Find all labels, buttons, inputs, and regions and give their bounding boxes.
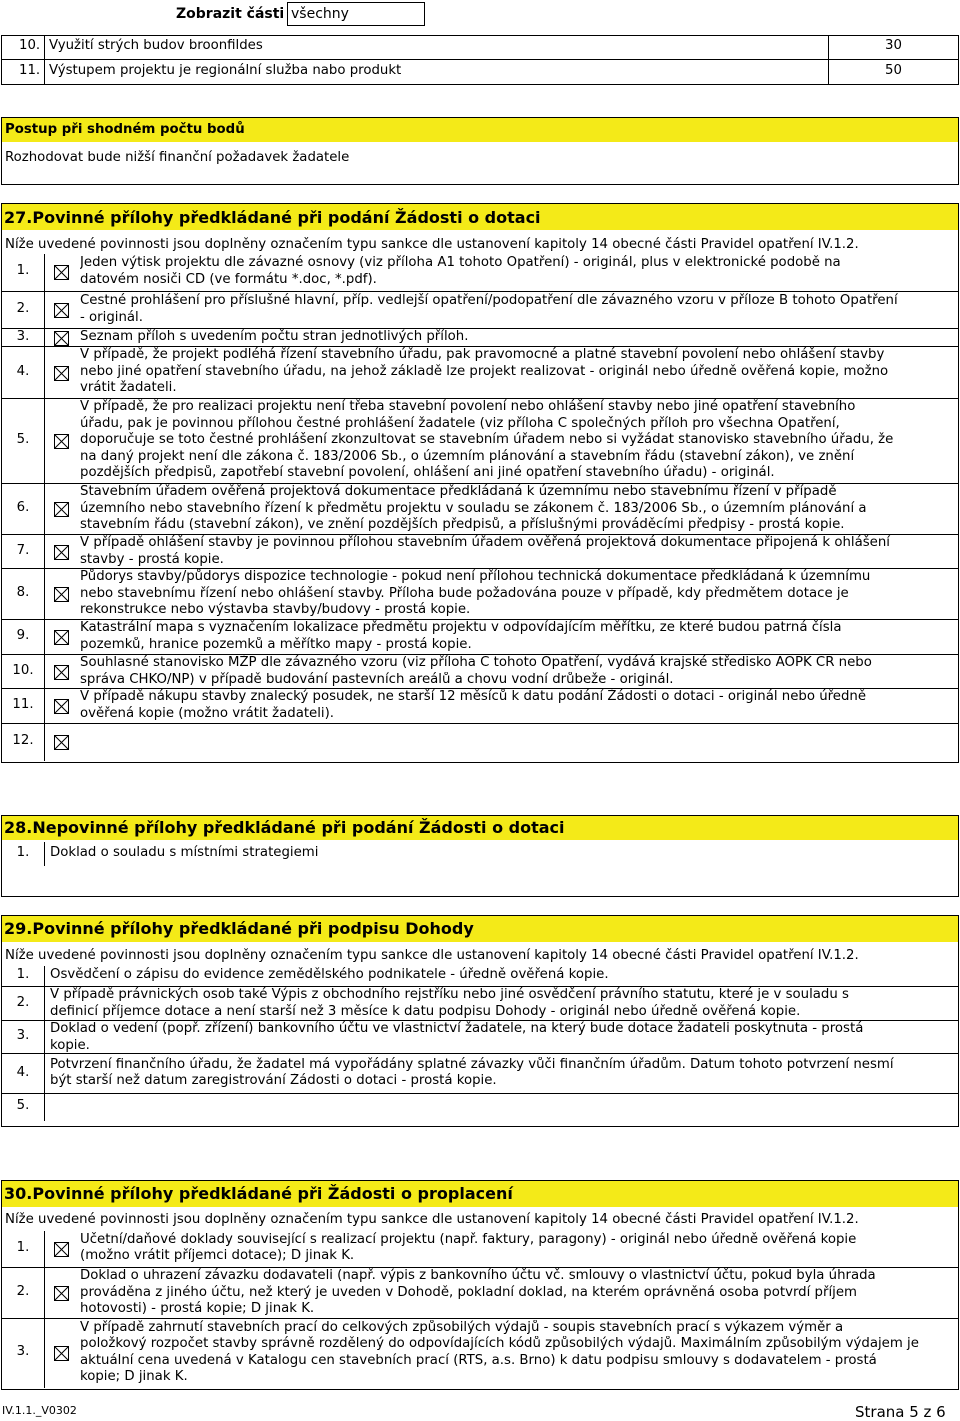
attachment-row <box>2 328 958 346</box>
attachment-number: 10. <box>12 662 34 678</box>
attachment-number: 9. <box>16 628 30 644</box>
attachment-text-line: (možno vrátit příjemci dotace); D jinak K. <box>80 1248 355 1263</box>
attachment-text-line: kopie. <box>50 1037 90 1053</box>
attachment-text-line: V případě nákupu stavby znalecký posudek, ne starší 12 měsíců k datu podání Žádosti o dotaci - originál nebo úředně <box>80 689 867 704</box>
attachment-number: 8. <box>16 585 30 601</box>
attachment-row <box>2 568 958 619</box>
attachment-text <box>80 293 952 326</box>
attachment-text-line: nebo stavebnímu řízení nebo ohlášení stavby. Příloha bude požadována pouze v případě, kdy předmětem dotace je <box>80 585 849 601</box>
attachment-row <box>2 1318 958 1387</box>
attachment-number: 5. <box>16 432 30 448</box>
number-separator <box>44 484 45 535</box>
attachment-row <box>2 1020 958 1053</box>
section-27-title: 27.Povinné přílohy předkládané při podání Žádosti o dotaci <box>4 208 541 227</box>
attachment-row <box>2 654 958 688</box>
attachment-text <box>80 620 952 653</box>
criteria-text: Výstupem projektu je regionální služba nabo produkt <box>49 63 402 78</box>
attachment-text <box>50 987 952 1020</box>
attachment-text-line: Jeden výtisk projektu dle závazné osnovy (viz příloha A1 tohoto Opatření) - originál, plus v elektronické podobě na <box>80 255 841 270</box>
attachment-text <box>80 1268 952 1318</box>
attachment-number: 2. <box>16 1284 30 1300</box>
attachment-row <box>2 986 958 1020</box>
section-27 <box>1 203 959 763</box>
section-29 <box>1 915 959 1127</box>
number-separator <box>44 1094 45 1121</box>
criteria-text: Využití strých budov broonfildes <box>49 38 263 53</box>
section-30 <box>1 1180 959 1390</box>
attachment-text <box>80 255 952 288</box>
filter-label: Zobrazit části <box>176 6 285 22</box>
attachment-text-line: V případě právnických osob také Výpis z obchodního rejstříku nebo jiné osvědčení právního statutu, které je v souladu s <box>50 987 849 1002</box>
number-separator <box>44 1231 45 1267</box>
attachment-number: 4. <box>16 1064 30 1080</box>
attachment-text-line: aktuální cena uvedená v Katalogu cen stavebních prací (RTS, a.s. Brno) k datu podpisu smlouvy s dodavatelem - prostá <box>80 1352 877 1368</box>
section-28-list <box>2 842 958 870</box>
criteria-points: 30 <box>885 38 902 53</box>
attachment-row <box>2 842 958 866</box>
number-separator <box>44 1054 45 1094</box>
section-29-subtitle: Níže uvedené povinnosti jsou doplněny označením typu sankce dle ustanovení kapitoly 14 obecné části Pravidel opatření IV.1.2. <box>5 948 859 963</box>
attachment-row <box>2 254 958 291</box>
attachment-text <box>80 569 952 619</box>
attachment-text-line: Čestné prohlášení pro příslušné hlavní, příp. vedlejší opatření/podopatření dle závazného vzoru v příloze B tohoto Opatření <box>80 293 898 308</box>
attachment-text-line: Seznam příloh s uvedením počtu stran jednotlivých příloh. <box>80 329 469 344</box>
number-separator <box>44 842 45 866</box>
attachment-text <box>80 535 952 568</box>
attachment-row <box>2 723 958 760</box>
attachment-text-line: Doklad o souladu s místními strategiemi <box>50 844 319 860</box>
checked-box-icon[interactable] <box>54 545 69 560</box>
attachment-text <box>50 845 952 862</box>
checked-box-icon[interactable] <box>54 366 69 381</box>
number-separator <box>44 1319 45 1388</box>
checked-box-icon[interactable] <box>54 735 69 750</box>
attachment-row <box>2 1053 958 1093</box>
section-28-title: 28.Nepovinné přílohy předkládané při podání Žádosti o dotaci <box>4 818 565 837</box>
attachment-text-line: Souhlasné stanovisko MŽP dle závazného vzoru (viz příloha C tohoto Opatření, vydává krajské středisko AOPK ČR nebo <box>80 655 872 670</box>
footer-code: IV.1.1._V0302 <box>2 1404 77 1417</box>
attachment-number: 2. <box>16 994 30 1010</box>
criteria-divider <box>1 59 959 60</box>
checked-box-icon[interactable] <box>54 630 69 645</box>
attachment-text-line: hotovosti) - prostá kopie; D jinak K. <box>80 1301 315 1316</box>
section-30-list <box>2 1231 958 1389</box>
number-separator <box>44 254 45 291</box>
checked-box-icon[interactable] <box>54 1242 69 1257</box>
section-30-title: 30.Povinné přílohy předkládané při Žádosti o proplacení <box>4 1184 513 1203</box>
checked-box-icon[interactable] <box>54 1346 69 1361</box>
attachment-number: 2. <box>16 301 30 317</box>
attachment-text <box>80 1320 952 1386</box>
tie-rule-text: Rozhodovat bude nižší finanční požadavek žadatele <box>5 150 350 165</box>
criteria-row <box>1 38 959 58</box>
attachment-text-line: V případě, že projekt podléhá řízení stavebního úřadu, pak pravomocné a platné stavební povolení nebo ohlášení stavby <box>80 347 885 363</box>
filter-value: všechny <box>291 6 349 22</box>
section-28 <box>1 815 959 897</box>
section-29-title: 29.Povinné přílohy předkládané při podpisu Dohody <box>4 919 474 938</box>
attachment-number: 7. <box>16 542 30 558</box>
attachment-row <box>2 534 958 568</box>
attachment-text-line: datovém nosiči CD (ve formátu *.doc, *.pdf). <box>80 271 377 287</box>
number-separator <box>44 966 45 986</box>
attachment-text-line: rekonstrukce nebo výstavba stavby/budovy - prostá kopie. <box>80 602 471 617</box>
attachment-text-line: definicí příjemce dotace a není starší než 3 měsíce k datu podpisu Dohody - originál nebo úředně ověřená kopie. <box>50 1003 801 1019</box>
attachment-row <box>2 619 958 654</box>
criteria-row <box>1 63 959 83</box>
number-separator <box>44 347 45 399</box>
number-separator <box>44 329 45 347</box>
attachment-text-line: být starší než datum zaregistrování Žádosti o dotaci - prostá kopie. <box>50 1073 497 1088</box>
attachment-row <box>2 1231 958 1267</box>
checked-box-icon[interactable] <box>54 1286 69 1301</box>
number-separator <box>44 724 45 761</box>
attachment-text <box>80 689 952 722</box>
attachment-row <box>2 291 958 328</box>
checked-box-icon[interactable] <box>54 331 69 346</box>
attachment-number: 6. <box>16 500 30 516</box>
attachment-text-line: ověřená kopie (možno vrátit žadateli). <box>80 705 335 721</box>
tie-rule-box <box>1 117 959 185</box>
tie-rule-title: Postup při shodném počtu bodů <box>5 122 245 137</box>
footer-page: Strana 5 z 6 <box>855 1403 946 1421</box>
attachment-text-line: pozdějších předpisů, zapotřebí stavební povolení, ohlášení ani jiné opatření stavebního úřadu) - originál. <box>80 465 775 481</box>
checked-box-icon[interactable] <box>54 265 69 280</box>
attachment-number: 4. <box>16 363 30 379</box>
criteria-points: 50 <box>885 63 902 78</box>
number-separator <box>44 689 45 724</box>
attachment-text-line: V případě ohlášení stavby je povinnou přílohou stavebním úřadem ověřená projektová dokumentace připojená k ohlášení <box>80 535 890 550</box>
attachment-text-line: Doklad o uhrazení závazku dodavateli (např. výpis z bankovního účtu vč. smlouvy o vlastnictví účtu, pokud byla úhrada <box>80 1268 876 1283</box>
filter-select[interactable] <box>287 2 425 26</box>
section-30-subtitle: Níže uvedené povinnosti jsou doplněny označením typu sankce dle ustanovení kapitoly 14 obecné části Pravidel opatření IV.1.2. <box>5 1212 859 1227</box>
attachment-number: 3. <box>16 328 30 344</box>
attachment-number: 1. <box>16 966 30 982</box>
number-separator <box>44 1268 45 1319</box>
attachment-text <box>80 484 952 534</box>
number-separator <box>44 569 45 620</box>
attachment-text-line: správa CHKO/NP) v případě budování pastevních areálů a chovu vodní drůbeže - originál. <box>80 671 674 687</box>
attachment-text <box>80 655 952 688</box>
attachment-text-line: nebo jiné opatření stavebního úřadu, na jehož základě lze projekt realizovat - originál nebo úředně ověřená kopie, možno <box>80 363 889 379</box>
attachment-text-line: Katastrální mapa s vyznačením lokalizace předmětu projektu v odpovídajícím měřítku, ze které budou patrná čísla <box>80 620 842 635</box>
section-29-list <box>2 966 958 1126</box>
attachment-text <box>50 1057 952 1090</box>
attachment-text <box>80 329 952 346</box>
attachment-text <box>50 967 952 984</box>
attachment-text-line: kopie; D jinak K. <box>80 1369 188 1384</box>
attachment-text-line: prováděna z jiného účtu, než který je uveden v Dohodě, pokladní doklad, na kterém oprávněná osoba potvrdí příjem <box>80 1284 857 1300</box>
number-separator <box>44 987 45 1021</box>
attachment-number: 5. <box>16 1098 30 1114</box>
attachment-text-line: V případě zahrnutí stavebních prací do celkových způsobilých výdajů - soupis stavebních prací s výkazem výměr a <box>80 1319 844 1335</box>
attachment-row <box>2 1267 958 1318</box>
attachment-text-line: stavebním řádu (stavební zákon), ve znění pozdějších předpisů, a příslušnými prováděcími předpisy - prostá kopie. <box>80 517 845 532</box>
attachment-number: 12. <box>12 733 34 749</box>
attachment-text <box>50 1021 952 1054</box>
attachment-text-line: vrátit žadateli. <box>80 380 177 396</box>
attachment-text-line: územního nebo stavebního řízení k předmětu projektu v souladu se zákonem č. 183/2006 Sb., o územním plánování a <box>80 500 867 516</box>
number-separator <box>44 655 45 689</box>
criteria-number: 11. <box>19 63 41 78</box>
attachment-text-line: položkový rozpočet stavby správně rozdělený do odpovídajících kódů způsobilých výdajů. Maximálním způsobilým výdajem je <box>80 1336 919 1351</box>
number-separator <box>44 399 45 484</box>
attachment-text-line: V případě, že pro realizaci projektu není třeba stavební povolení nebo ohlášení stavby nebo jiné opatření stavebního <box>80 399 856 415</box>
attachment-text-line: Účetní/daňové doklady související s realizací projektu (např. faktury, paragony) - originál nebo úředně ověřená kopie <box>80 1231 857 1247</box>
number-separator <box>44 535 45 569</box>
attachment-row <box>2 398 958 483</box>
attachment-text <box>80 347 952 397</box>
attachment-text-line: Doklad o vedení (popř. zřízení) bankovního účtu ve vlastnictví žadatele, na který bude dotace žadateli poskytnuta - prostá <box>50 1021 864 1036</box>
attachment-text-line: Osvědčení o zápisu do evidence zemědělského podnikatele - úředně ověřená kopie. <box>50 966 609 982</box>
attachment-number: 1. <box>16 1239 30 1255</box>
section-27-subtitle: Níže uvedené povinnosti jsou doplněny označením typu sankce dle ustanovení kapitoly 14 obecné části Pravidel opatření IV.1.2. <box>5 237 859 252</box>
checked-box-icon[interactable] <box>54 699 69 714</box>
attachment-row <box>2 1093 958 1120</box>
attachment-text-line: stavby - prostá kopie. <box>80 551 224 567</box>
number-separator <box>44 292 45 329</box>
number-separator <box>44 1021 45 1054</box>
attachment-row <box>2 346 958 398</box>
attachment-number: 3. <box>16 1028 30 1044</box>
criteria-number: 10. <box>19 38 41 53</box>
attachment-text <box>80 1232 952 1265</box>
checked-box-icon[interactable] <box>54 502 69 517</box>
attachment-row <box>2 483 958 534</box>
attachment-text-line: Potvrzení finančního úřadu, že žadatel má vypořádány splatné závazky vůči finančním úřadům. Datum tohoto potvrzení nesmí <box>50 1056 894 1072</box>
attachment-text-line: na daný projekt není dle zákona č. 183/2006 Sb., o územním plánování a stavebním řádu (stavební zákon), ve znění <box>80 448 855 464</box>
attachment-row <box>2 688 958 723</box>
checked-box-icon[interactable] <box>54 434 69 449</box>
attachment-number: 11. <box>12 697 34 713</box>
section-27-list <box>2 254 958 762</box>
attachment-text-line: úřadu, pak je povinnou přílohou čestné prohlášení žadatele (viz příloha C společných příloh pro všechna Opatření, <box>80 415 840 431</box>
attachment-number: 1. <box>16 844 30 860</box>
attachment-text-line: Půdorys stavby/půdorys dispozice technologie - pokud není přílohou technická dokumentace předkládaná k územnímu <box>80 569 871 584</box>
checked-box-icon[interactable] <box>54 303 69 318</box>
number-separator <box>44 620 45 655</box>
attachment-text-line: Stavebním úřadem ověřená projektová dokumentace předkládaná k územnímu nebo stavebnímu řízení v případě <box>80 484 837 499</box>
checked-box-icon[interactable] <box>54 587 69 602</box>
checked-box-icon[interactable] <box>54 665 69 680</box>
attachment-text-line: doporučuje se toto čestné prohlášení zkonzultovat se stavebním úřadem nebo si vyžádat stanovisko stavebního úřadu, že <box>80 432 894 448</box>
attachment-number: 3. <box>16 1344 30 1360</box>
attachment-text-line: pozemků, hranice pozemků a měřítko mapy - prostá kopie. <box>80 636 472 652</box>
attachment-text <box>80 399 952 482</box>
attachment-number: 1. <box>16 263 30 279</box>
attachment-text-line: - originál. <box>80 309 143 325</box>
attachment-row <box>2 966 958 986</box>
